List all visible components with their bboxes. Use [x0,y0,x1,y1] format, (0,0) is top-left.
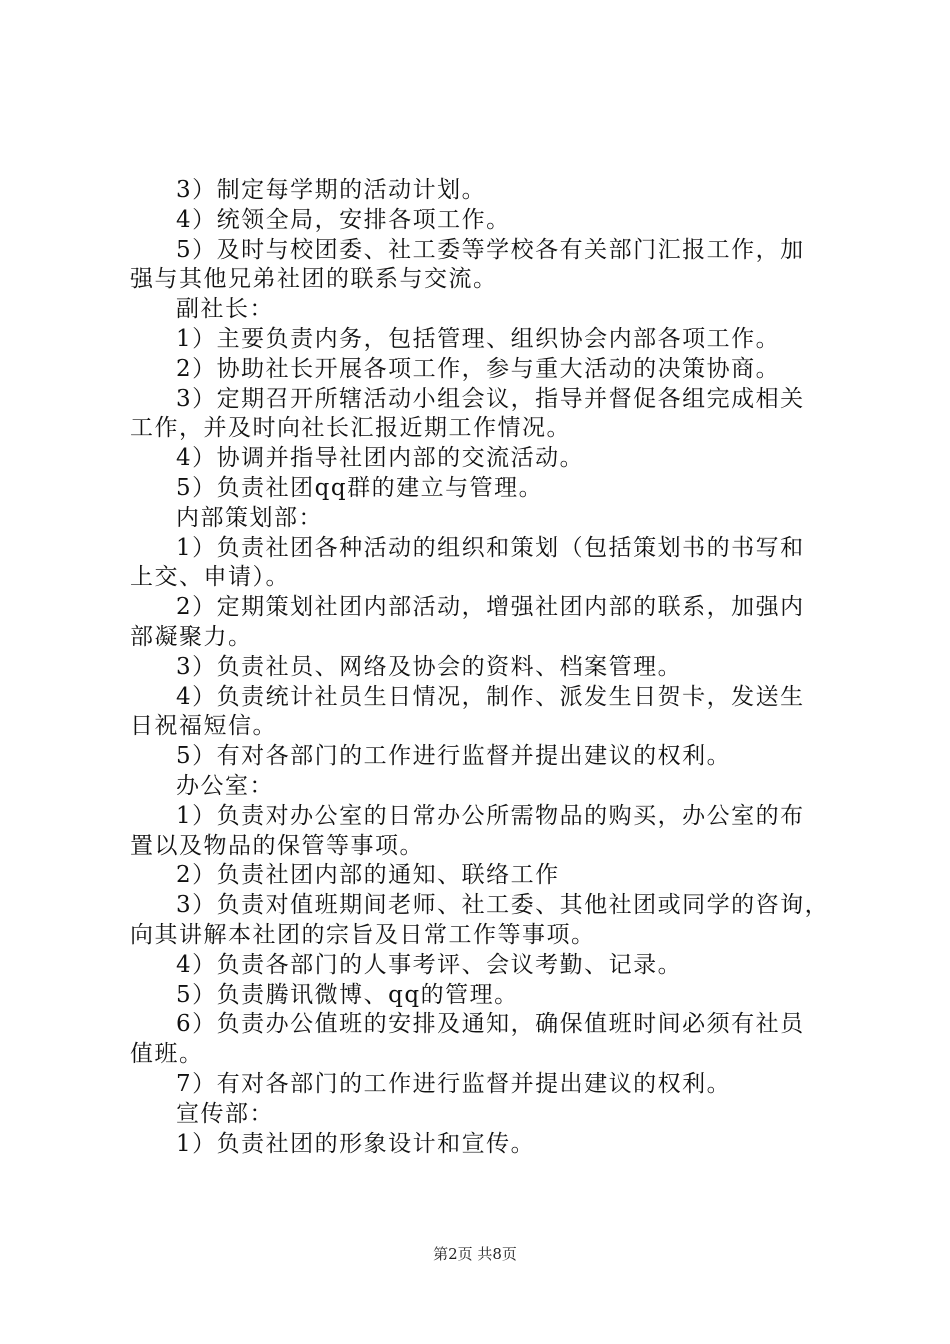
text-line: 5）负责社团qq群的建立与管理。 [176,474,544,501]
text-line: 1）负责社团的形象设计和宣传。 [176,1130,536,1157]
text-line: 向其讲解本社团的宗旨及日常工作等事项。 [130,921,596,948]
text-line: 宣传部： [176,1100,274,1127]
text-line: 4）统领全局，安排各项工作。 [176,206,511,233]
text-line: 副社长： [176,296,274,323]
page-footer: 第2页 共8页 [433,1245,517,1263]
text-line: 4）协调并指导社团内部的交流活动。 [176,445,585,472]
text-line: 3）负责对值班期间老师、社工委、其他社团或同学的咨询， [176,892,830,919]
text-line: 4）负责统计社员生日情况，制作、派发生日贺卡，发送生 [176,683,805,710]
text-line: 办公室： [176,772,274,799]
text-line: 2）负责社团内部的通知、联络工作 [176,862,560,889]
text-line: 日祝福短信。 [130,713,277,740]
text-line: 3）定期召开所辖活动小组会议，指导并督促各组完成相关 [176,385,805,412]
text-line: 上交、申请）。 [130,564,290,591]
document-body [130,176,830,1159]
text-line: 5）及时与校团委、社工委等学校各有关部门汇报工作，加 [176,236,805,263]
text-line: 1）主要负责内务，包括管理、组织协会内部各项工作。 [176,325,781,352]
text-line: 7）有对各部门的工作进行监督并提出建议的权利。 [176,1070,732,1097]
text-line: 值班。 [130,1041,204,1068]
text-line: 3）负责社员、网络及协会的资料、档案管理。 [176,653,683,680]
text-line: 6）负责办公值班的安排及通知，确保值班时间必须有社员 [176,1011,805,1038]
text-line: 强与其他兄弟社团的联系与交流。 [130,266,498,293]
text-line: 5）有对各部门的工作进行监督并提出建议的权利。 [176,743,732,770]
text-line: 内部策划部： [176,504,323,531]
text-line: 2）协助社长开展各项工作，参与重大活动的决策协商。 [176,355,781,382]
text-line: 部凝聚力。 [130,623,253,650]
text-line: 2）定期策划社团内部活动，增强社团内部的联系，加强内 [176,594,805,621]
text-line: 1）负责对办公室的日常办公所需物品的购买，办公室的布 [176,802,805,829]
text-line: 工作，并及时向社长汇报近期工作情况。 [130,415,571,442]
text-line: 4）负责各部门的人事考评、会议考勤、记录。 [176,951,683,978]
text-line: 置以及物品的保管等事项。 [130,832,424,859]
text-line: 3）制定每学期的活动计划。 [176,177,487,203]
text-line: 1）负责社团各种活动的组织和策划（包括策划书的书写和 [176,534,805,561]
text-line: 5）负责腾讯微博、qq的管理。 [176,981,519,1008]
